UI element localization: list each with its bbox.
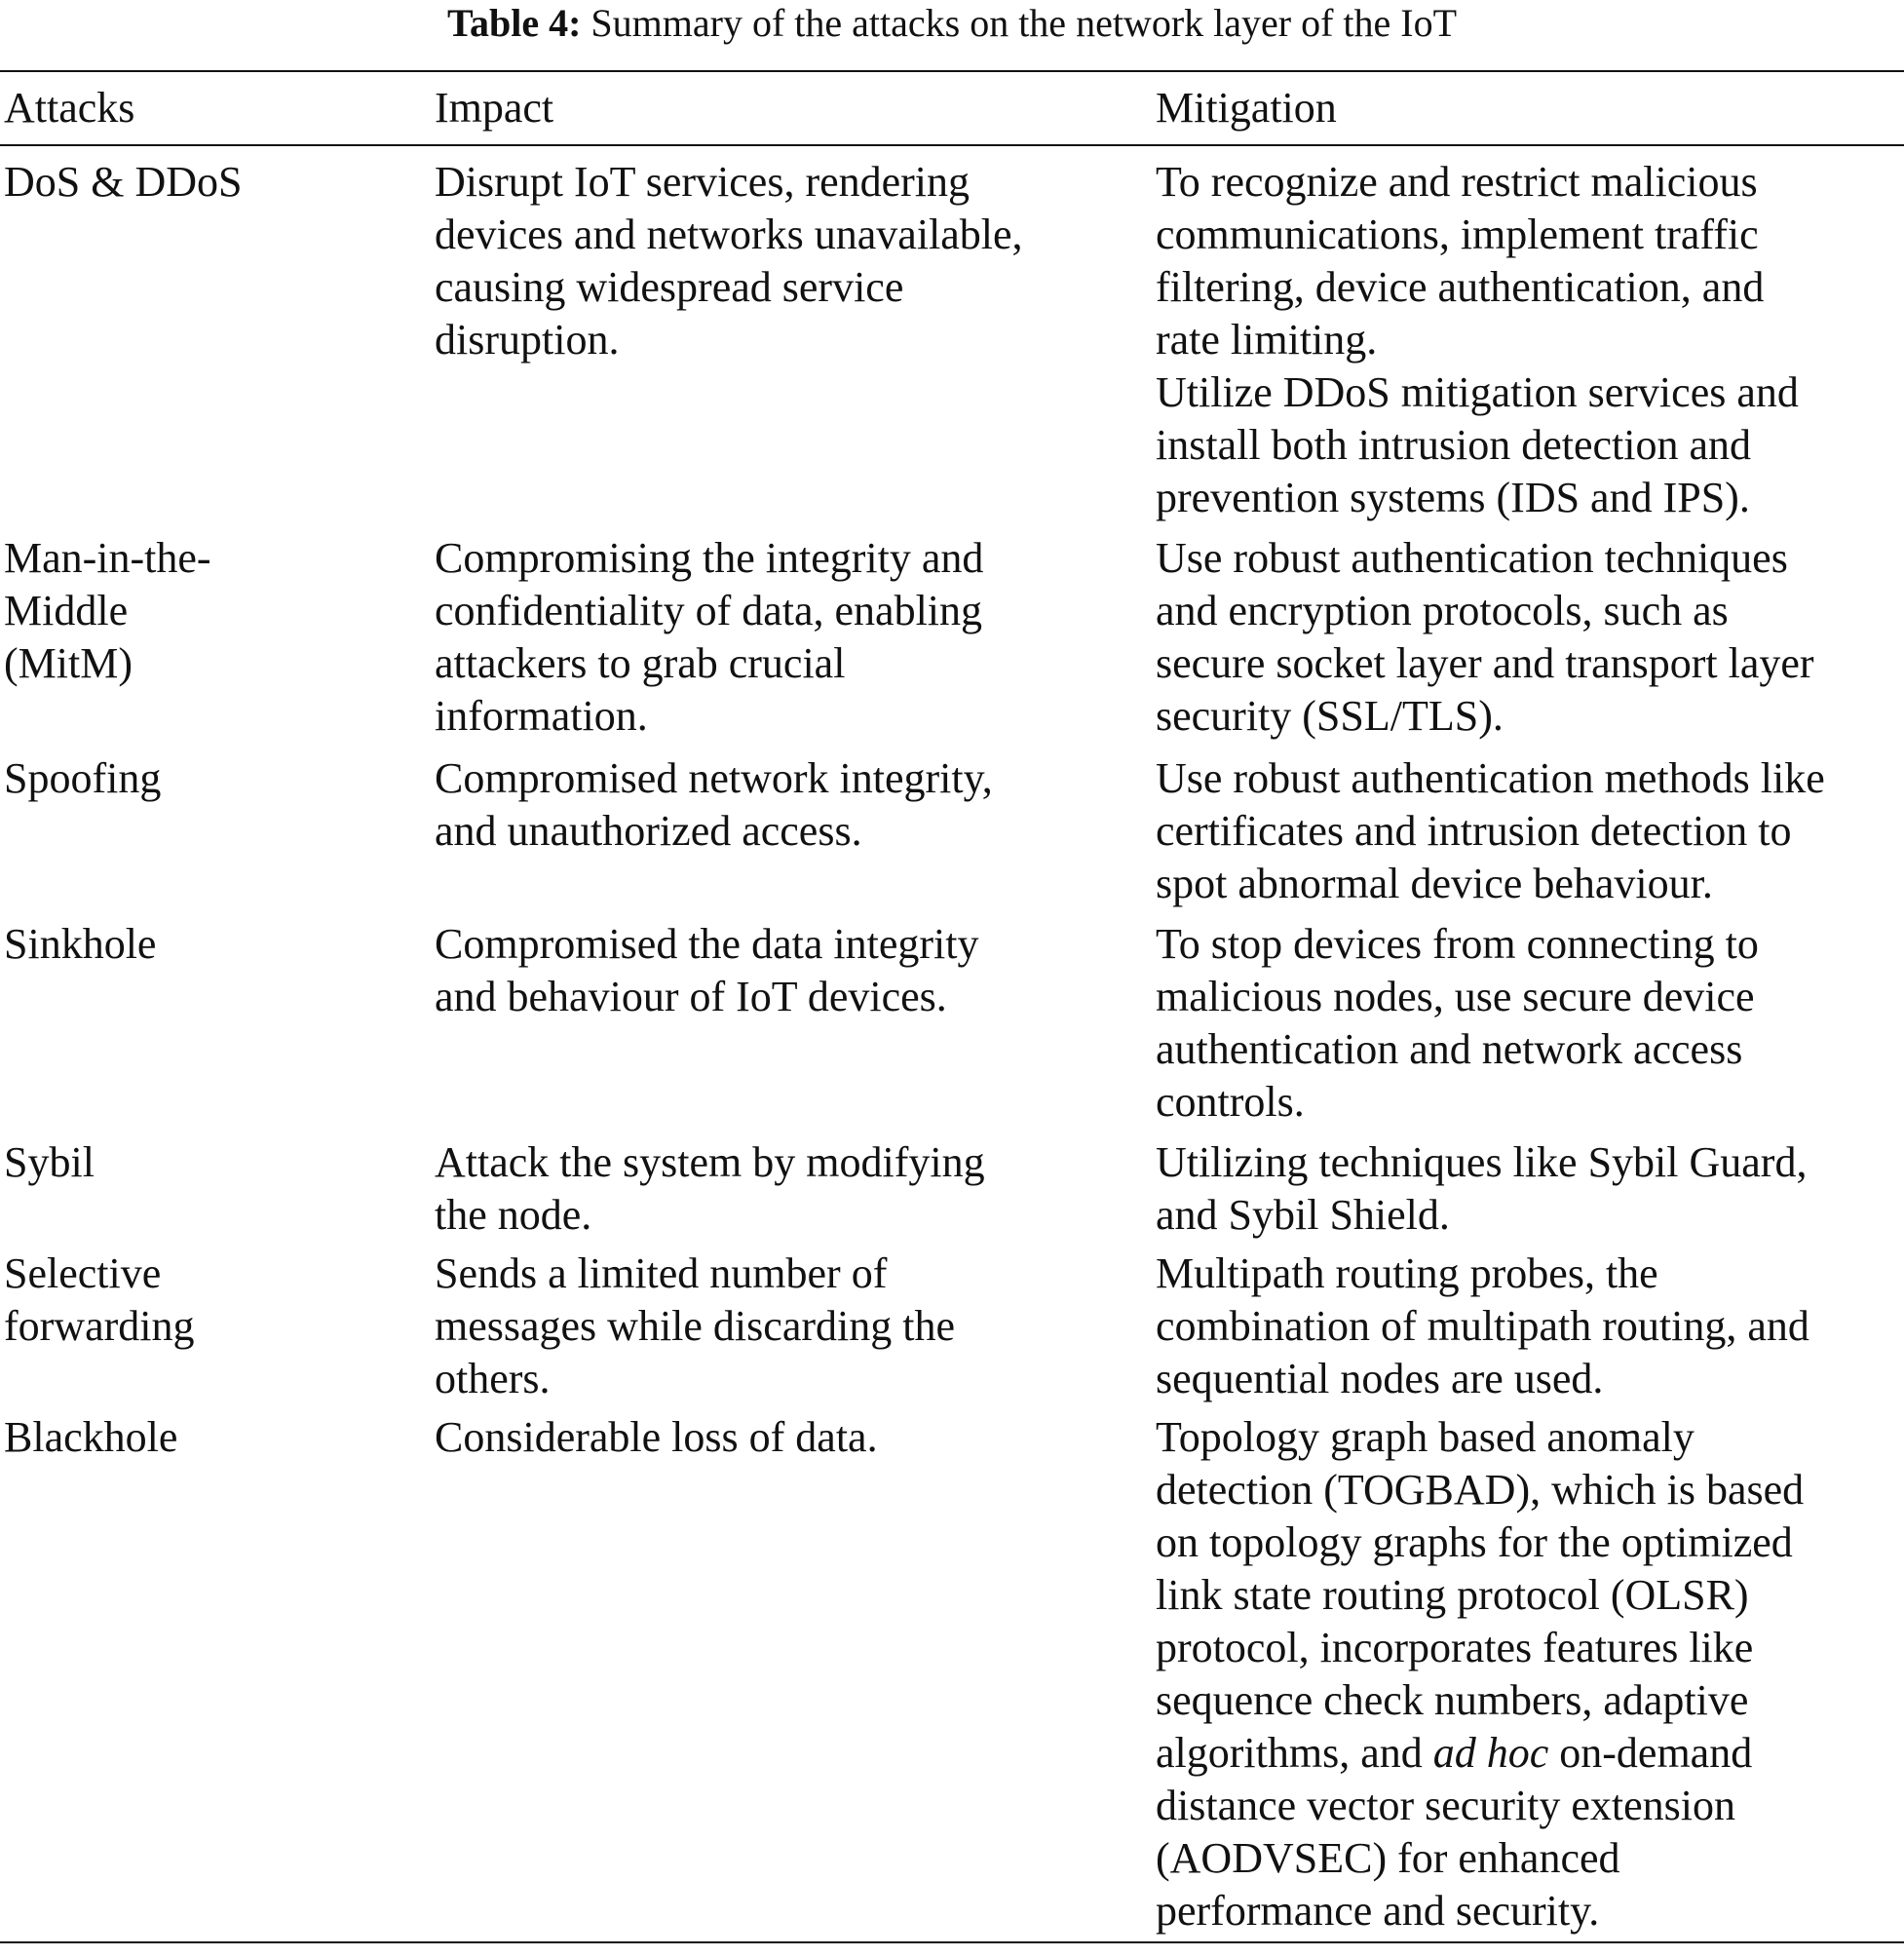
attack-cell: Man-in-the- Middle (MitM)	[4, 534, 211, 687]
impact-cell: Disrupt IoT services, rendering devices and networks unavailable, causing widespread service disruption.	[435, 158, 1023, 364]
impact-cell: Compromised the data integrity and behaviour of IoT devices.	[435, 920, 979, 1020]
table-row	[0, 532, 1904, 752]
table-row	[0, 1247, 1904, 1411]
mitigation-text-part: Topology graph based anomaly detection (TOGBAD), which is based on topology graphs for the optimized link state routing protocol (OLSR) protocol, incorporates features like sequence check numbers, adaptive algorithms, and	[1156, 1413, 1805, 1777]
mitigation-text-part: on-demand distance vector security extension (AODVSEC) for enhanced performance and security.	[1156, 1729, 1753, 1935]
table-header-rule	[0, 144, 1904, 146]
header-impact: Impact	[435, 84, 554, 132]
table-row	[0, 156, 1904, 532]
mitigation-cell: To recognize and restrict malicious communications, implement traffic filtering, device authentication, and rate limiting. Utilize DDoS mitigation services and install both intrusion detection and prevention systems (IDS and IPS).	[1156, 158, 1799, 521]
attack-cell: Blackhole	[4, 1413, 178, 1461]
table-body	[0, 156, 1904, 1957]
mitigation-cell: To stop devices from connecting to malicious nodes, use secure device authentication and network access controls.	[1156, 920, 1759, 1126]
mitigation-cell	[1156, 1411, 1900, 1938]
mitigation-cell: Utilizing techniques like Sybil Guard, and Sybil Shield.	[1156, 1138, 1808, 1239]
attack-cell: Sinkhole	[4, 920, 157, 968]
table-caption-label: Table 4:	[446, 1, 582, 45]
impact-cell: Compromising the integrity and confidentiality of data, enabling attackers to grab crucial information.	[435, 534, 984, 740]
table-row	[0, 752, 1904, 918]
attack-cell: DoS & DDoS	[4, 158, 243, 206]
table-row	[0, 1136, 1904, 1247]
table-bottom-rule	[0, 1941, 1904, 1943]
table-caption	[0, 0, 1904, 58]
mitigation-cell: Use robust authentication methods like certificates and intrusion detection to spot abnormal device behaviour.	[1156, 754, 1825, 907]
table-header-row	[0, 82, 1904, 140]
table-row	[0, 1411, 1904, 1957]
impact-cell: Sends a limited number of messages while discarding the others.	[435, 1249, 955, 1402]
impact-cell: Compromised network integrity, and unauthorized access.	[435, 754, 993, 855]
table-top-rule	[0, 70, 1904, 72]
header-attacks: Attacks	[4, 84, 135, 132]
impact-cell: Considerable loss of data.	[435, 1413, 878, 1461]
mitigation-cell: Use robust authentication techniques and encryption protocols, such as secure socket layer and transport layer security (SSL/TLS).	[1156, 534, 1814, 740]
table-row	[0, 918, 1904, 1136]
attack-cell: Selective forwarding	[4, 1249, 195, 1350]
attack-cell: Spoofing	[4, 754, 162, 802]
attack-cell: Sybil	[4, 1138, 95, 1186]
table-caption-text: Summary of the attacks on the network layer of the IoT	[590, 1, 1458, 45]
header-mitigation: Mitigation	[1156, 84, 1337, 132]
mitigation-cell: Multipath routing probes, the combination of multipath routing, and sequential nodes are used.	[1156, 1249, 1809, 1402]
mitigation-italic-term: ad hoc	[1432, 1729, 1549, 1777]
impact-cell: Attack the system by modifying the node.	[435, 1138, 985, 1239]
